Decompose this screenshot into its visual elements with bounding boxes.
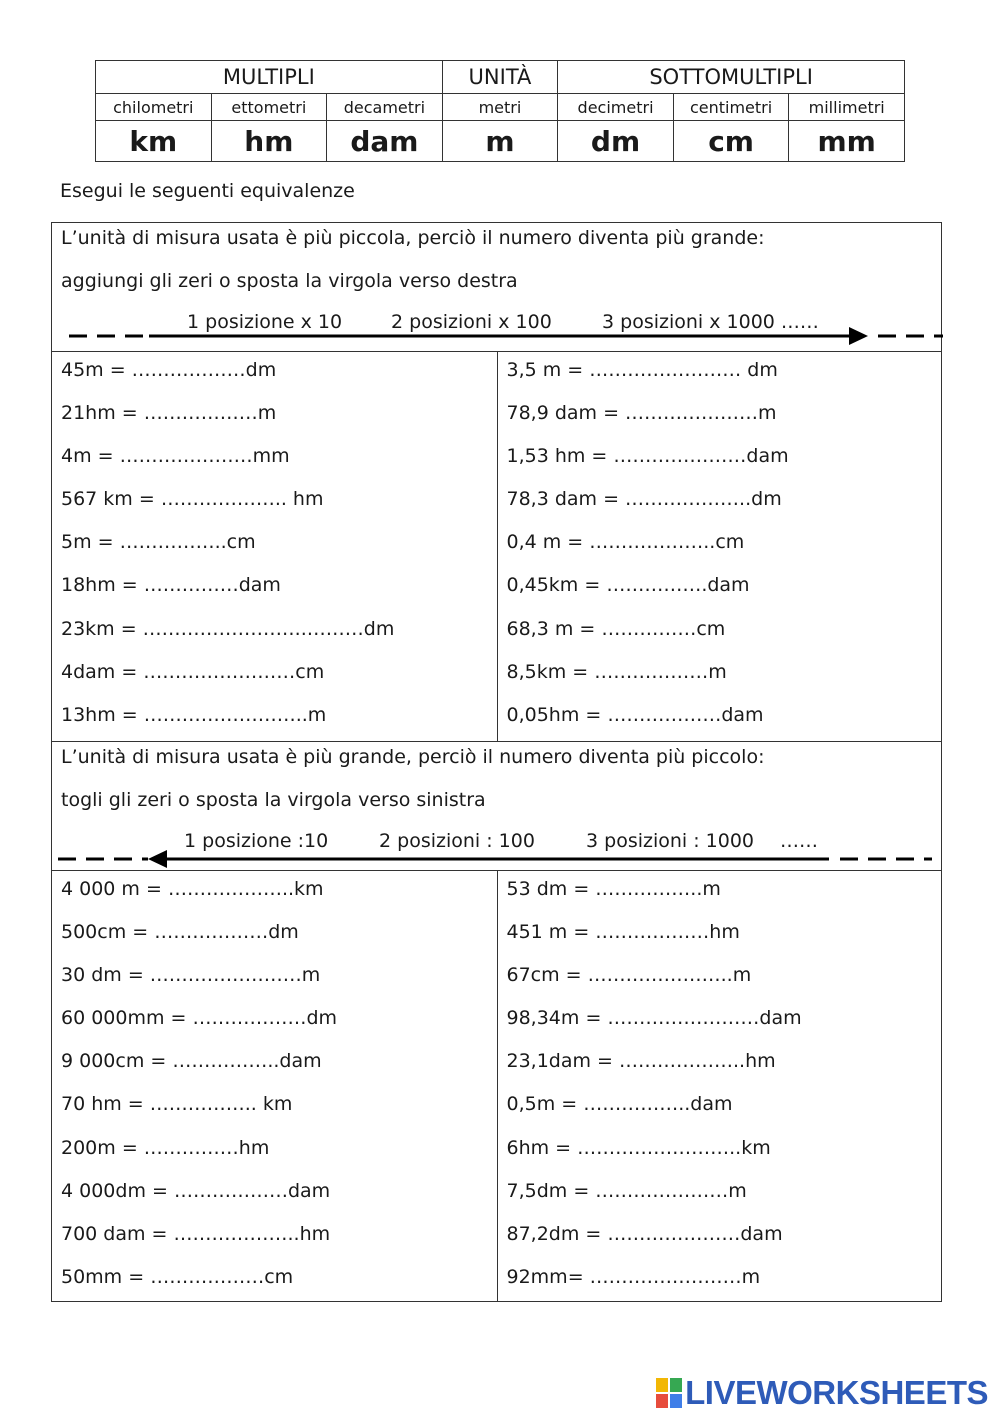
step-3: 3 posizioni : 1000 xyxy=(586,830,755,852)
logo-tiles-icon xyxy=(656,1378,682,1408)
unit-abbreviation: dm xyxy=(558,121,674,162)
unit-name: decametri xyxy=(327,94,443,121)
exercise-item[interactable]: 8,5km = ………………m xyxy=(506,660,727,683)
section2-left-column xyxy=(52,871,497,1301)
step-2: 2 posizioni : 100 xyxy=(379,830,535,852)
submultiples-header: SOTTOMULTIPLI xyxy=(558,61,905,94)
exercise-item[interactable]: 0,4 m = ………………..cm xyxy=(506,531,745,554)
logo-text: LIVEWORKSHEETS xyxy=(685,1374,988,1411)
exercise-item[interactable]: 7,5dm = …………………m xyxy=(506,1179,747,1202)
exercise-item[interactable]: 0,05hm = ………………dam xyxy=(506,703,764,726)
exercise-item[interactable]: 1,53 hm = …………………dam xyxy=(506,445,789,468)
exercise-item[interactable]: 98,34m = ……………………dam xyxy=(506,1007,802,1030)
exercise-item[interactable]: 4 000dm = ………………dam xyxy=(61,1179,331,1202)
unit-abbreviation: hm xyxy=(211,121,327,162)
section1-header xyxy=(51,222,942,352)
unit-abbreviation: km xyxy=(96,121,212,162)
exercise-item[interactable]: 9 000cm = ……………..dam xyxy=(61,1050,322,1073)
unit-header: UNITÀ xyxy=(442,61,558,94)
section2-rule: L’unità di misura usata è più grande, perciò il numero diventa più piccolo: xyxy=(61,746,765,768)
exercise-item[interactable]: 3,5 m = …………………… dm xyxy=(506,359,778,381)
logo-tile xyxy=(656,1394,668,1408)
logo-tile xyxy=(670,1394,682,1408)
step-2: 2 posizioni x 100 xyxy=(391,311,552,333)
unit-name: decimetri xyxy=(558,94,674,121)
unit-abbreviation: m xyxy=(442,121,558,162)
exercise-item[interactable]: 30 dm = ……………………m xyxy=(61,964,321,987)
exercise-item[interactable]: 70 hm = …………….. km xyxy=(61,1093,293,1116)
section2-hint: togli gli zeri o sposta la virgola verso sinistra xyxy=(61,789,486,811)
unit-name: centimetri xyxy=(673,94,789,121)
unit-name: millimetri xyxy=(789,94,905,121)
instruction-text: Esegui le seguenti equivalenze xyxy=(60,180,355,202)
exercise-item[interactable]: 23km = ……………………..………dm xyxy=(61,617,395,640)
section2-exercises xyxy=(51,870,942,1302)
exercise-item[interactable]: 60 000mm = ………………dm xyxy=(61,1007,338,1030)
exercise-item[interactable]: 45m = ………………dm xyxy=(61,359,277,381)
unit-abbreviation: mm xyxy=(789,121,905,162)
section2-header xyxy=(51,741,942,871)
exercise-item[interactable]: 4dam = ……………………cm xyxy=(61,660,325,683)
step-4: …… xyxy=(780,830,818,852)
exercise-item[interactable]: 78,9 dam = …………………m xyxy=(506,402,777,425)
exercise-item[interactable]: 4 000 m = ………………..km xyxy=(61,878,324,900)
step-3: 3 posizioni x 1000 …… xyxy=(602,311,819,333)
section1-left-column xyxy=(52,352,497,741)
section1-rule: L’unità di misura usata è più piccola, perciò il numero diventa più grande: xyxy=(61,227,765,249)
exercise-item[interactable]: 700 dam = ………………..hm xyxy=(61,1222,331,1245)
exercise-item[interactable]: 0,45km = …………….dam xyxy=(506,574,750,597)
units-table xyxy=(95,60,905,162)
exercise-item[interactable]: 451 m = ………………hm xyxy=(506,921,740,944)
section1-hint: aggiungi gli zeri o sposta la virgola verso destra xyxy=(61,270,518,292)
multiples-header: MULTIPLI xyxy=(96,61,443,94)
exercise-item[interactable]: 67cm = …………………..m xyxy=(506,964,752,987)
exercise-item[interactable]: 21hm = ………………m xyxy=(61,402,277,425)
exercise-item[interactable]: 567 km = ……………….. hm xyxy=(61,488,324,511)
exercise-item[interactable]: 6hm = ……………………..km xyxy=(506,1136,771,1159)
exercise-item[interactable]: 92mm= ……………………m xyxy=(506,1265,761,1288)
exercise-item[interactable]: 200m = ……………hm xyxy=(61,1136,270,1159)
section2-right-column xyxy=(497,871,942,1301)
exercise-item[interactable]: 23,1dam = ………………..hm xyxy=(506,1050,776,1073)
exercise-item[interactable]: 13hm = ……………………..m xyxy=(61,703,327,726)
step-1: 1 posizione x 10 xyxy=(187,311,343,333)
unit-name: chilometri xyxy=(96,94,212,121)
exercise-item[interactable]: 78,3 dam = ………………..dm xyxy=(506,488,782,511)
section1-exercises xyxy=(51,351,942,742)
unit-name: metri xyxy=(442,94,558,121)
logo-tile xyxy=(656,1378,668,1392)
exercise-item[interactable]: 68,3 m = ……………cm xyxy=(506,617,726,640)
unit-abbreviation: cm xyxy=(673,121,789,162)
exercise-item[interactable]: 4m = …………………mm xyxy=(61,445,290,468)
exercise-item[interactable]: 500cm = ………………dm xyxy=(61,921,299,944)
liveworksheets-logo xyxy=(656,1374,988,1412)
section1-right-column xyxy=(497,352,942,741)
exercise-item[interactable]: 53 dm = ……………..m xyxy=(506,878,721,900)
logo-tile xyxy=(670,1378,682,1392)
exercise-item[interactable]: 5m = ……………..cm xyxy=(61,531,256,554)
step-1: 1 posizione :10 xyxy=(184,830,329,852)
exercise-item[interactable]: 0,5m = ……………..dam xyxy=(506,1093,733,1116)
exercise-item[interactable]: 87,2dm = …………………dam xyxy=(506,1222,783,1245)
unit-name: ettometri xyxy=(211,94,327,121)
exercise-item[interactable]: 50mm = ………………cm xyxy=(61,1265,294,1288)
exercise-item[interactable]: 18hm = ……………dam xyxy=(61,574,281,597)
unit-abbreviation: dam xyxy=(327,121,443,162)
